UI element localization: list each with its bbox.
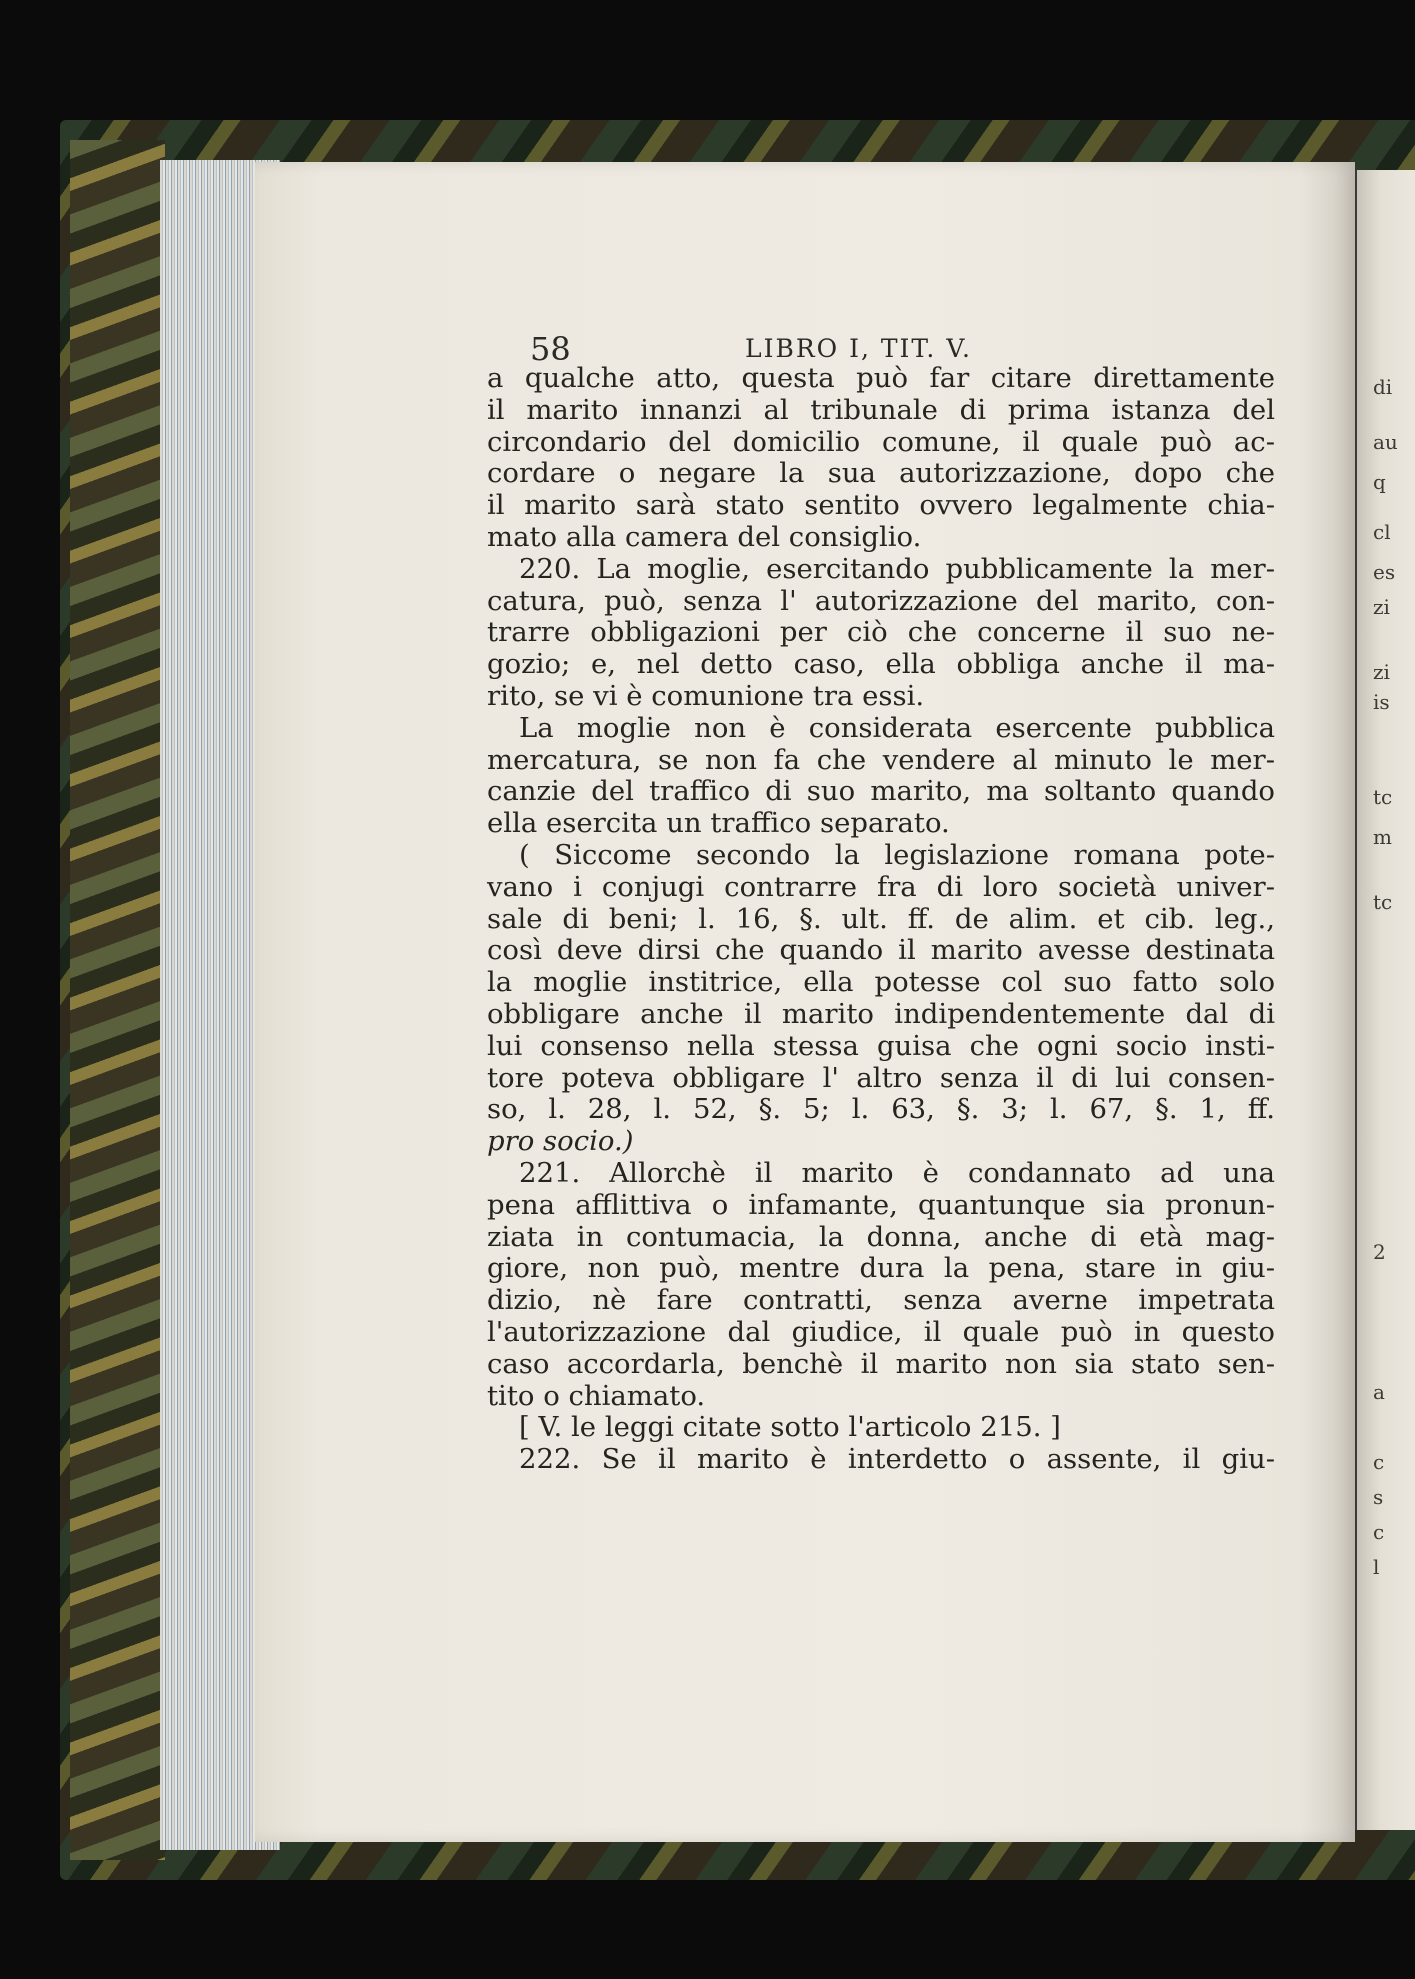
text-line: circondario del domicilio comune, il quale può ac- xyxy=(487,425,1275,458)
text-line: so, l. 28, l. 52, §. 5; l. 63, §. 3; l. 67, §. 1, ff. xyxy=(487,1093,1275,1126)
text-line: pena afflittiva o infamante, quantunque sia pronun- xyxy=(487,1188,1275,1221)
facing-page-fragment: di xyxy=(1373,375,1393,399)
text-line: catura, può, senza l' autorizzazione del marito, con- xyxy=(487,584,1275,617)
text-line: gozio; e, nel detto caso, ella obbliga anche il ma- xyxy=(487,648,1275,681)
facing-page-fragment: c xyxy=(1373,1450,1385,1474)
text-line: vano i conjugi contrarre fra di loro società univer- xyxy=(487,870,1275,903)
text-line: mato alla camera del consiglio. xyxy=(487,520,922,553)
text-line: a qualche atto, questa può far citare direttamente xyxy=(487,362,1275,394)
text-line: caso accordarla, benchè il marito non sia stato sen- xyxy=(487,1347,1275,1380)
facing-page-fragment: 2 xyxy=(1373,1240,1386,1264)
text-line: pro socio.) xyxy=(487,1125,634,1158)
page-body xyxy=(487,363,1275,1476)
text-line: 221. Allorchè il marito è condannato ad una xyxy=(519,1156,1275,1189)
facing-page-fragment: tc xyxy=(1373,890,1393,914)
facing-page-fragment: m xyxy=(1373,825,1392,849)
page-number: 58 xyxy=(530,330,571,368)
text-line: ( Siccome secondo la legislazione romana pote- xyxy=(519,838,1275,871)
cross-reference xyxy=(487,1412,1275,1444)
text-line: mercatura, se non fa che vendere al minuto le mer- xyxy=(487,743,1275,776)
text-line: ziata in contumacia, la donna, anche di età mag- xyxy=(487,1220,1275,1253)
facing-page-fragment: a xyxy=(1373,1380,1385,1404)
text-line: trarre obbligazioni per ciò che concerne il suo ne- xyxy=(487,616,1275,649)
text-line: il marito sarà stato sentito ovvero legalmente chia- xyxy=(487,489,1275,522)
facing-page-fragment: cl xyxy=(1373,520,1391,544)
facing-page-fragment: c xyxy=(1373,1520,1385,1544)
text-line: giore, non può, mentre dura la pena, stare in giu- xyxy=(487,1252,1275,1285)
text-line: ella esercita un traffico separato. xyxy=(487,807,950,840)
paragraph xyxy=(487,363,1275,554)
facing-page-fragment: au xyxy=(1373,430,1398,454)
text-line: canzie del traffico di suo marito, ma soltanto quando xyxy=(487,775,1275,808)
marbled-cover-edge xyxy=(70,140,165,1860)
text-line: dizio, nè fare contratti, senza averne impetrata xyxy=(487,1284,1275,1317)
text-line: cordare o negare la sua autorizzazione, dopo che xyxy=(487,457,1275,490)
facing-page-edge xyxy=(1355,170,1415,1830)
text-line: così deve dirsi che quando il marito avesse destinata xyxy=(487,934,1275,967)
text-line: la moglie institrice, ella potesse col suo fatto solo xyxy=(487,966,1275,999)
text-line: sale di beni; l. 16, §. ult. ff. de alim. et cib. leg., xyxy=(487,902,1275,935)
text-line: [ V. le leggi citate sotto l'articolo 215. ] xyxy=(519,1411,1061,1444)
facing-page-fragment: zi xyxy=(1373,660,1390,684)
text-line: tito o chiamato. xyxy=(487,1379,706,1412)
article-221 xyxy=(487,1158,1275,1412)
text-line: 220. La moglie, esercitando pubblicamente la mer- xyxy=(519,552,1275,585)
text-line: obbligare anche il marito indipendentemente dal di xyxy=(487,997,1275,1030)
paragraph xyxy=(487,713,1275,840)
page-header xyxy=(530,330,1290,366)
facing-page-fragment: is xyxy=(1373,690,1390,714)
text-line: il marito innanzi al tribunale di prima istanza del xyxy=(487,393,1275,426)
article-222 xyxy=(487,1444,1275,1476)
facing-page-fragment: tc xyxy=(1373,785,1393,809)
text-line: lui consenso nella stessa guisa che ogni socio insti- xyxy=(487,1029,1275,1062)
text-line: La moglie non è considerata esercente pubblica xyxy=(519,711,1275,744)
facing-page-fragment: zi xyxy=(1373,595,1390,619)
text-line: l'autorizzazione dal giudice, il quale può in questo xyxy=(487,1315,1275,1348)
article-220 xyxy=(487,554,1275,713)
text-line: tore poteva obbligare l' altro senza il di lui consen- xyxy=(487,1061,1275,1094)
facing-page-fragment: q xyxy=(1373,470,1386,494)
commentary-paragraph xyxy=(487,840,1275,1158)
text-line: 222. Se il marito è interdetto o assente, il giu- xyxy=(519,1443,1275,1476)
text-line: rito, se vi è comunione tra essi. xyxy=(487,679,925,712)
running-title: LIBRO I, TIT. V. xyxy=(745,334,972,363)
facing-page-fragment: es xyxy=(1373,560,1396,584)
facing-page-fragment: s xyxy=(1373,1485,1384,1509)
facing-page-fragment: l xyxy=(1373,1555,1380,1579)
